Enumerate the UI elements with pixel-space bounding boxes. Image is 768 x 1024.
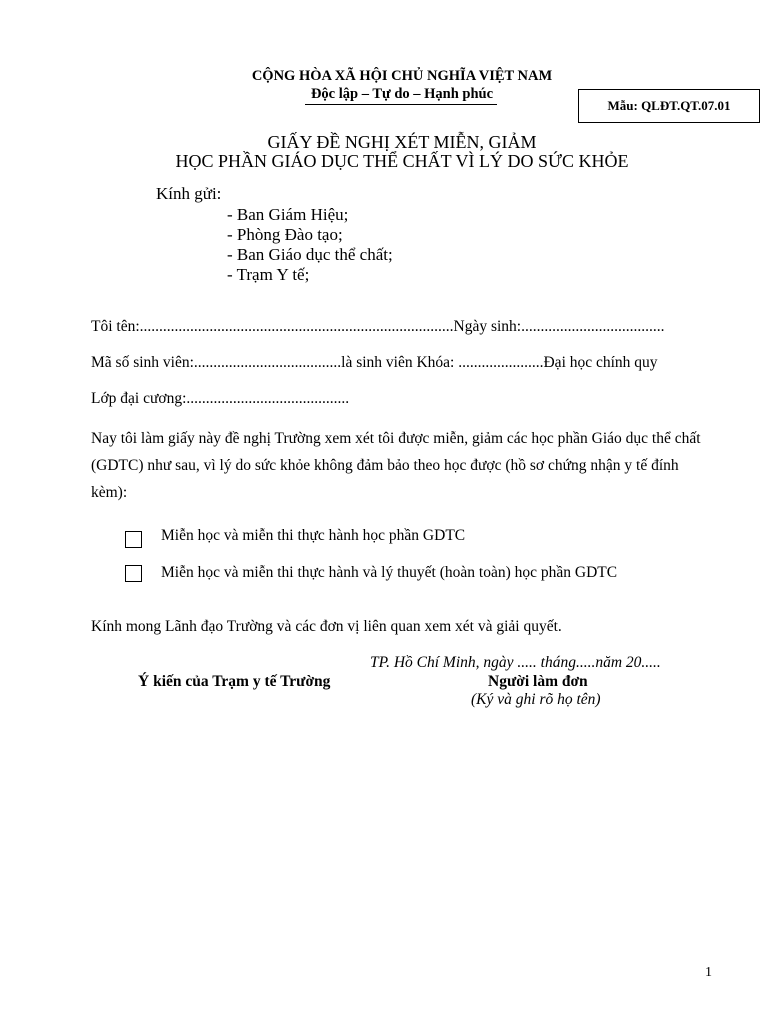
medical-opinion-label: Ý kiến của Trạm y tế Trường [138, 673, 331, 690]
national-title: CỘNG HÒA XÃ HỘI CHỦ NGHĨA VIỆT NAM [251, 68, 553, 84]
closing-sentence: Kính mong Lãnh đạo Trường và các đơn vị liên quan xem xét và giải quyết. [91, 618, 562, 635]
document-title-line-1: GIẤY ĐỀ NGHỊ XÉT MIỄN, GIẢM [267, 132, 537, 152]
recipient-list [227, 205, 393, 285]
form-code-box [578, 89, 760, 123]
name-birthdate-field[interactable]: Tôi tên:.................................................................................Ngày sinh:..................................... [91, 318, 665, 335]
form-code: Mẫu: QLĐT.QT.07.01 [607, 98, 731, 113]
greeting: Kính gửi: [156, 184, 222, 203]
applicant-label: Người làm đơn [488, 673, 588, 690]
class-field[interactable]: Lớp đại cương:.......................................... [91, 390, 350, 407]
document-title-line-2: HỌC PHẦN GIÁO DỤC THỂ CHẤT VÌ LÝ DO SỨC KHỎE [175, 151, 629, 171]
option-2-label: Miễn học và miễn thi thực hành và lý thuyết (hoàn toàn) học phần GDTC [161, 564, 618, 581]
national-motto: Độc lập – Tự do – Hạnh phúc [310, 86, 494, 102]
option-2-checkbox[interactable] [125, 565, 142, 582]
option-1-label: Miễn học và miễn thi thực hành học phần GDTC [161, 527, 466, 544]
place-date-line: TP. Hồ Chí Minh, ngày ..... tháng.....năm 20..... [370, 654, 661, 671]
recipient-item: - Trạm Y tế; [227, 265, 310, 284]
recipient-item: - Ban Giám Hiệu; [227, 205, 349, 224]
recipient-item: - Phòng Đào tạo; [227, 225, 343, 244]
option-1-checkbox[interactable] [125, 531, 142, 548]
motto-underline [305, 104, 497, 105]
student-id-course-field[interactable]: Mã số sinh viên:......................................là sinh viên Khóa: ......................Đại học chính quy [91, 354, 658, 371]
page-number: 1 [705, 965, 712, 980]
recipient-item: - Ban Giáo dục thể chất; [227, 245, 393, 264]
request-paragraph: Nay tôi làm giấy này đề nghị Trường xem xét tôi được miễn, giảm các học phần Giáo dục thể chất (GDTC) như sau, vì lý do sức khỏe không đảm bảo theo học được (hồ sơ chứng nhận y tế đính kèm): [91, 430, 701, 501]
applicant-signature-note: (Ký và ghi rõ họ tên) [471, 691, 601, 708]
